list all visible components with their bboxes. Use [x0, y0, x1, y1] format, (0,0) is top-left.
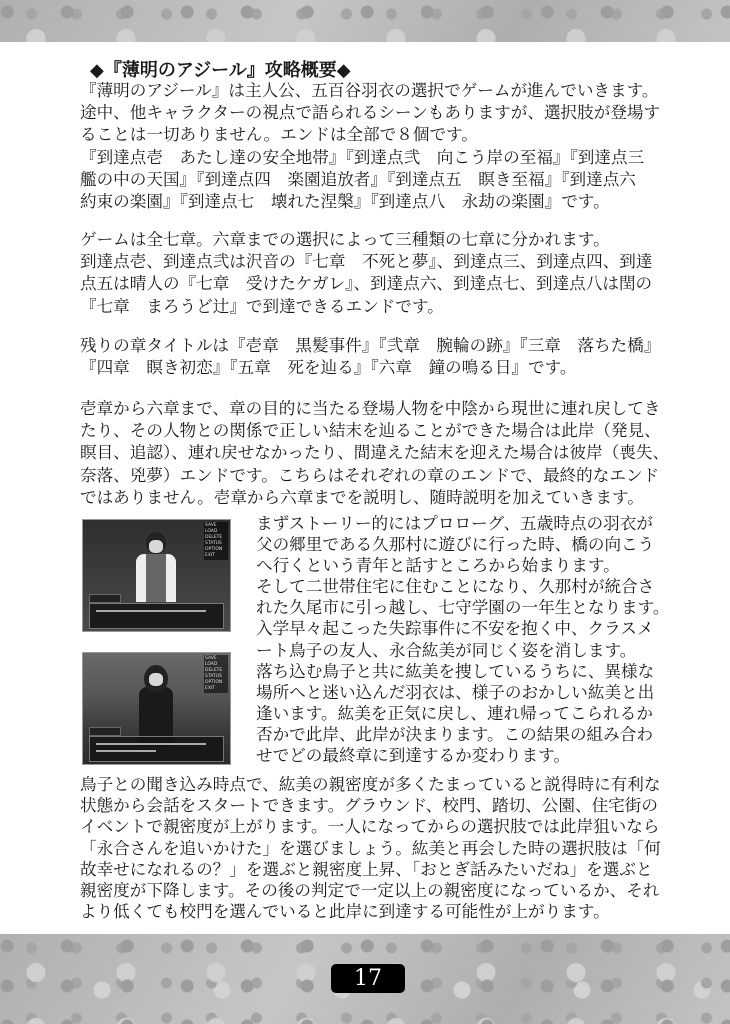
text-line: ゲームは全七章。六章までの選択によって三種類の七章に分かれます。 [80, 230, 610, 249]
text-line: 『七章 まろうど辻』で到達できるエンドです。 [80, 296, 444, 316]
message-box [89, 603, 224, 629]
menu-item: OPTION [205, 547, 223, 552]
text-line: イベントで親密度が上がります。一人になってからの選択肢では此岸狙いなら [80, 817, 660, 837]
header-texture-band [0, 0, 730, 42]
menu-item: STATUS [205, 674, 222, 679]
menu-item: LOAD [205, 529, 218, 534]
text-line: たり、その人物との関係で正しい結末を辿ることができた場合は此岸（発見、 [80, 421, 661, 441]
game-menu [204, 655, 228, 693]
text-line: 『薄明のアジール』は主人公、五百谷羽衣の選択でゲームが進んでいきます。 [80, 81, 659, 100]
chapter-titles-paragraph [80, 335, 660, 379]
text-line: せでどの最終章に到達するか変わります。 [256, 746, 570, 766]
text-line: ート鳥子の友人、永合紘美が同じく姿を消します。 [256, 640, 637, 660]
menu-item: EXIT [205, 686, 216, 691]
character-sprite [133, 532, 178, 602]
text-line: 途中、他キャラクターの視点で語られるシーンもありますが、選択肢が登場す [80, 103, 661, 123]
message-box [89, 736, 224, 762]
text-line: 「永合さんを追いかけた」を選びましょう。紘美と再会した時の選択肢は「何 [80, 838, 661, 858]
intro-paragraph [80, 80, 660, 213]
text-line: 到達点壱、到達点弐は沢音の『七章 不死と夢』、到達点三、到達点四、到達 [80, 252, 653, 272]
menu-item: LOAD [205, 662, 218, 667]
ends-paragraph [80, 398, 669, 509]
chapters-paragraph [80, 229, 652, 318]
text-line: れた久尾市に引っ越し、七守学園の一年生となります。 [256, 598, 670, 618]
text-line: より低くても校門を選んでいると此岸に到達する可能性が上がります。 [80, 902, 610, 922]
text-line: 鳥子との聞き込み時点で、紘美の親密度が多くたまっていると説得時に有利な [80, 775, 661, 794]
text-line: そして二世帯住宅に住むことになり、久那村が統合さ [256, 577, 655, 597]
menu-item: EXIT [205, 553, 216, 558]
page-number: 17 [331, 964, 405, 993]
text-line: 点五は晴人の『七章 受けたケガレ』、到達点六、到達点七、到達点八は閏の [80, 274, 653, 294]
menu-item: STATUS [205, 541, 222, 546]
text-line: 『到達点壱 あたし達の安全地帯』『到達点弐 向こう岸の至福』『到達点三 [80, 147, 645, 167]
text-line: 残りの章タイトルは『壱章 黒髪事件』『弐章 腕輪の跡』『三章 落ちた橋』 [80, 336, 661, 355]
text-line: ることは一切ありません。エンドは全部で８個です。 [80, 125, 478, 145]
text-line: 逢います。紘美を正気に戻し、連れ帰ってこられるか [256, 703, 653, 723]
text-line: 親密度が下降します。その後の判定で一定以上の親密度になっているか、それ [80, 881, 660, 901]
menu-item: SAVE [205, 523, 217, 528]
text-line: 『四章 瞑き初恋』『五章 死を辿る』『六章 鐘の鳴る日』です。 [80, 358, 577, 378]
text-line: 艦の中の天国』『到達点四 楽園追放者』『到達点五 瞑き至福』『到達点六 [80, 169, 636, 189]
name-box [89, 727, 121, 736]
menu-item: SAVE [205, 656, 217, 661]
text-line: 否かで此岸、此岸が決まります。この結果の組み合わ [256, 724, 653, 744]
game-menu [204, 522, 228, 560]
menu-item: DELETE [205, 668, 223, 673]
page-title: ◆『薄明のアジール』攻略概要◆ [90, 60, 351, 81]
story-paragraph [256, 513, 670, 766]
text-line: 約束の楽園』『到達点七 壊れた涅槃』『到達点八 永劫の楽園』です。 [80, 192, 610, 212]
text-line: 故幸せになれるの？」を選ぶと親密度上昇、「おとぎ話みたいだね」を選ぶと [80, 859, 653, 879]
text-line: 父の郷里である久那村に遊びに行った時、橋の向こう [256, 535, 655, 555]
text-line: 状態から会話をスタートできます。グラウンド、校門、踏切、公園、住宅街の [80, 796, 658, 816]
text-line: 奈落、兇夢）エンドです。こちらはそれぞれの章のエンドで、最終的なエンド [80, 465, 660, 485]
game-screenshot-young-man [82, 519, 231, 632]
text-line: まずストーリー的にはプロローグ、五歳時点の羽衣が [256, 514, 653, 533]
text-line: へ行くという青年と話すところから始まります。 [256, 556, 620, 576]
tips-paragraph [80, 774, 661, 922]
menu-item: OPTION [205, 680, 223, 685]
name-box [89, 594, 121, 603]
menu-item: DELETE [205, 535, 223, 540]
text-line: 瞑目、追認）、連れ戻せなかったり、間違えた結末を迎えた場合は彼岸（喪失、 [80, 443, 670, 463]
game-screenshot-girl [82, 652, 231, 765]
text-line: ではありません。壱章から六章までを説明し、随時説明を加えていきます。 [80, 487, 644, 507]
text-line: 壱章から六章まで、章の目的に当たる登場人物を中陰から現世に連れ戻してき [80, 399, 661, 418]
text-line: 落ち込む鳥子と共に紘美を捜しているうちに、異様な [256, 661, 655, 681]
text-line: 入学早々起こった失踪事件に不安を抱く中、クラスメ [256, 619, 654, 639]
text-line: 場所へと迷い込んだ羽衣は、様子のおかしい紘美と出 [256, 682, 655, 702]
character-sprite [133, 665, 178, 735]
